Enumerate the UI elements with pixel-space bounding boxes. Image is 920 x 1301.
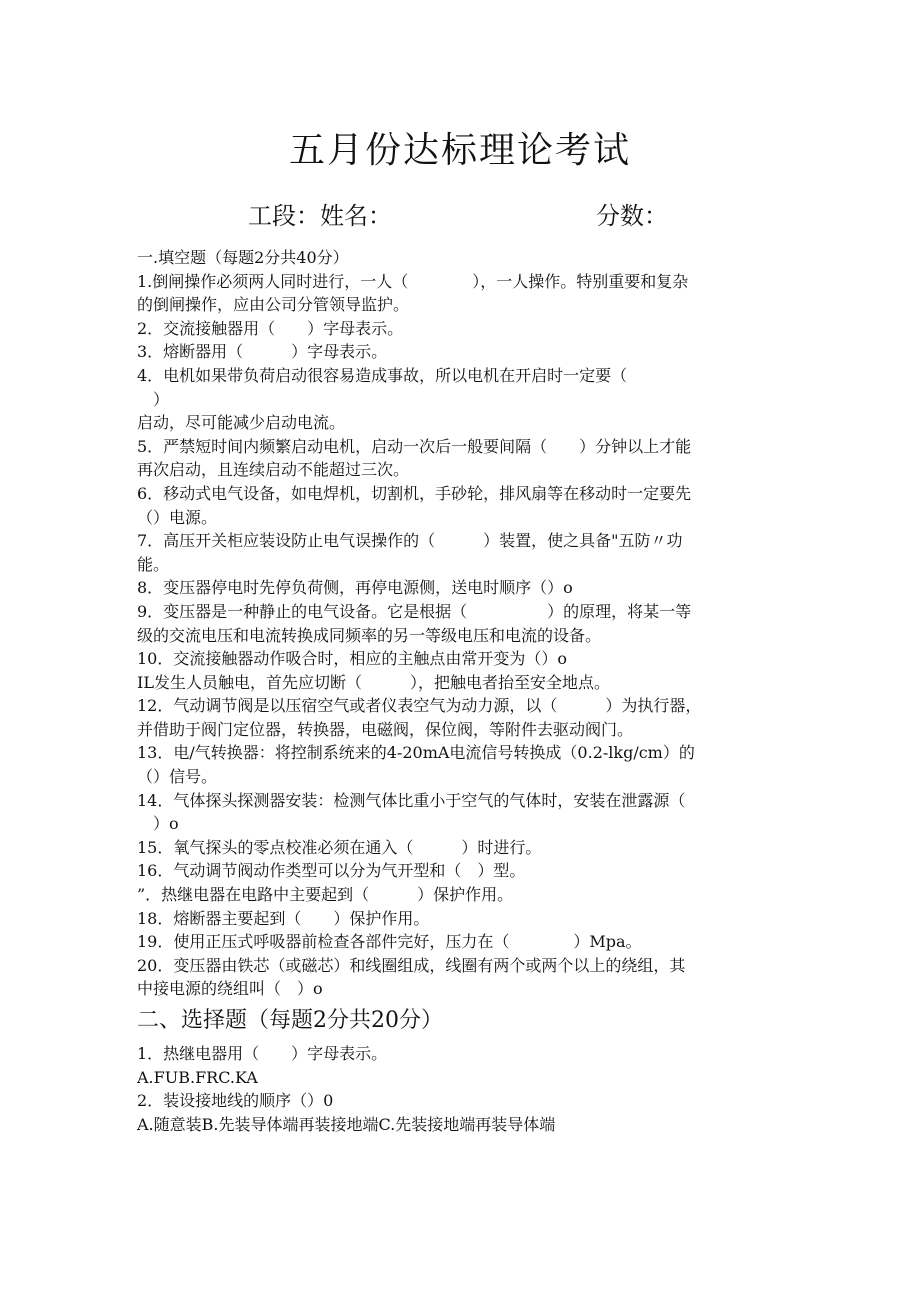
section-heading-multiple-choice: 二、选择题（每题2分共20分） [137, 1008, 443, 1033]
multiple-choice-questions [137, 1042, 787, 1136]
section-name-field-label: 工段：姓名： [248, 202, 392, 230]
question-line: 2．装设接地线的顺序（）0 [137, 1091, 334, 1111]
question-line: 1．热继电器用（ ）字母表示。 [137, 1044, 388, 1063]
answer-options: A.FUB.FRC.KA [137, 1067, 258, 1087]
answer-options: A.随意装B.先装导体端再装接地端C.先装接地端再装导体端 [137, 1114, 556, 1134]
question-line: 16．气动调节阀动作类型可以分为气开型和（ ）型。 [137, 861, 526, 881]
question-line: IL发生人员触电，首先应切断（ ），把触电者抬至安全地点。 [137, 672, 610, 692]
question-line: ”．热继电器在电路中主要起到（ ）保护作用。 [137, 885, 514, 905]
question-line: 5．严禁短时间内频繁启动电机，启动一次后一般要间隔（ ）分钟以上才能 [137, 436, 692, 456]
question-line: 启动，尽可能减少启动电流。 [137, 413, 346, 433]
question-line: （）电源。 [137, 507, 218, 527]
fill-blank-questions [137, 270, 787, 1001]
question-line: 6．移动式电气设备，如电焊机，切割机，手砂轮，排风扇等在移动时一定要先 [137, 483, 692, 503]
question-line: （）信号。 [137, 767, 218, 787]
question-line: 的倒闸操作，应由公司分管领导监护。 [137, 295, 410, 315]
question-line: 并借助于阀门定位器，转换器，电磁阀，保位阀，等附件去驱动阀门。 [137, 719, 634, 739]
question-line: 18．熔断器主要起到（ ）保护作用。 [137, 908, 430, 928]
question-line: 12．气动调节阀是以压宿空气或者仪表空气为动力源，以（ ）为执行器， [137, 696, 702, 716]
question-line: 19．使用正压式呼吸器前检查各部件完好，压力在（ ）Mpa。 [137, 932, 642, 952]
question-line: 7．高压开关柜应装设防止电气误操作的（ ）装置，使之具备"五防〃功 [137, 531, 683, 551]
question-line: 8．变压器停电时先停负荷侧，再停电源侧，送电时顺序（）o [137, 578, 573, 598]
question-line: 能。 [137, 554, 170, 574]
question-line: ）o [137, 814, 179, 834]
question-line: 14．气体探头探测器安装：检测气体比重小于空气的气体时，安装在泄露源（ [137, 790, 686, 810]
page-title: 五月份达标理论考试 [288, 130, 631, 171]
question-line: 2．交流接触器用（ ）字母表示。 [137, 318, 404, 338]
question-line: 10．交流接触器动作吸合时，相应的主触点由常开变为（）o [137, 649, 567, 669]
question-line: 3．熔断器用（ ）字母表示。 [137, 342, 388, 362]
section-heading-fill-blank: 一.填空题（每题2分共40分） [137, 248, 349, 267]
question-line: ） [137, 389, 170, 409]
exam-content [137, 246, 787, 1136]
question-line: 1.倒闸操作必须两人同时进行，一人（ ），一人操作。特别重要和复杂 [137, 271, 689, 291]
question-line: 再次启动，且连续启动不能超过三次。 [137, 460, 410, 480]
question-line: 15．氧气探头的零点校准必须在通入（ ）时进行。 [137, 837, 542, 857]
question-line: 中接电源的绕组叫（ ）o [137, 979, 323, 999]
question-line: 4．电机如果带负荷启动很容易造成事故，所以电机在开启时一定要（ [137, 365, 628, 385]
question-line: 级的交流电压和电流转换成同频率的另一等级电压和电流的设备。 [137, 625, 602, 645]
score-field-label: 分数： [596, 202, 668, 230]
question-line: 9．变压器是一种静止的电气设备。它是根据（ ）的原理，将某一等 [137, 601, 692, 621]
question-line: 20．变压器由铁芯（或磁芯）和线圈组成，线圈有两个或两个以上的绕组，其 [137, 955, 686, 975]
question-line: 13．电/气转换器：将控制系统来的4-20mA电流信号转换成（0.2-lkg/cm）的 [137, 743, 695, 763]
